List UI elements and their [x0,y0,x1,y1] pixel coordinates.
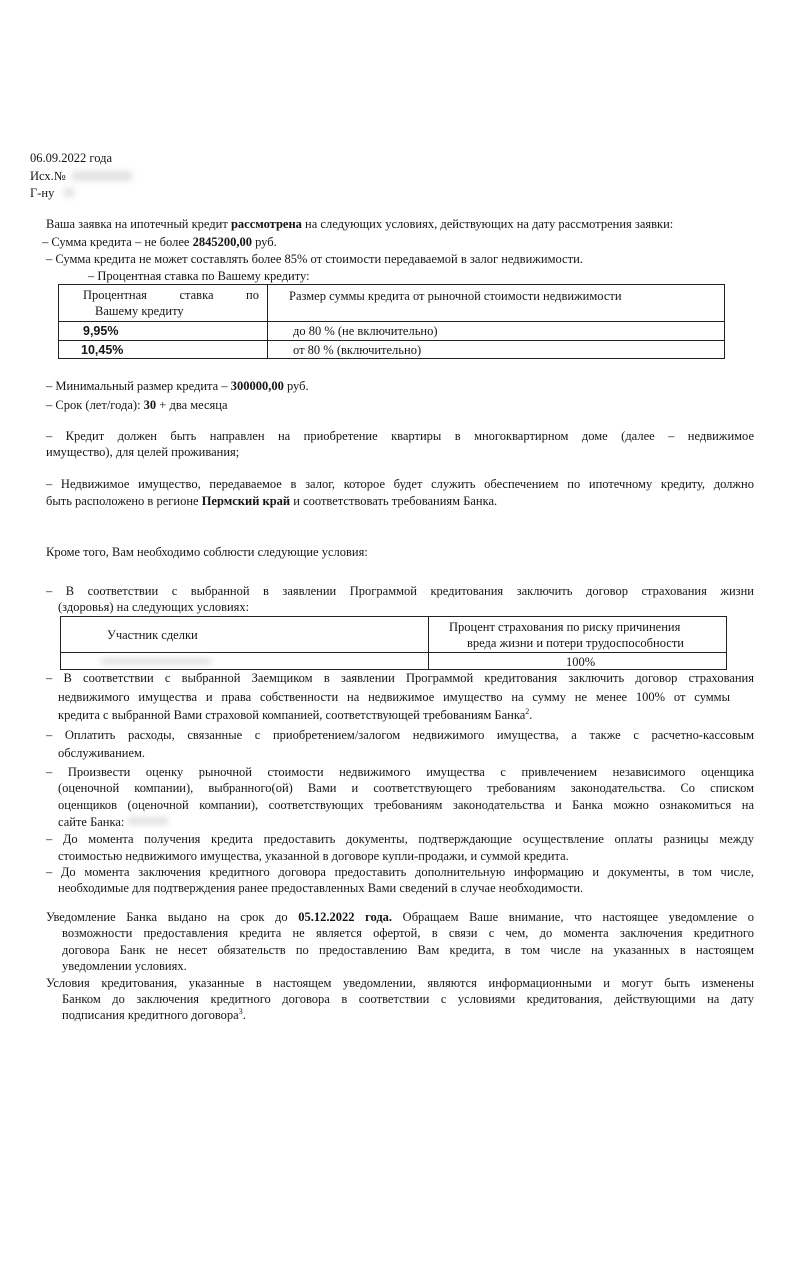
purpose-line1: – Кредит должен быть направлен на приобретение квартиры в многоквартирном доме (далее – недвижимое [46,429,754,443]
rate-col-header-line2: Вашему кредиту [95,304,184,318]
valuation-line4: сайте Банка: [58,815,125,829]
insurance-table [60,616,727,670]
life-insurance-line1: – В соответствии с выбранной в заявлении Программой кредитования заключить договор страхования жизни [46,584,754,598]
property-insurance-line3: кредита с выбранной Вами страховой компанией, соответствующей требованиям Банка$^2$. [58,706,533,722]
participant-col-header: Участник сделки [107,628,198,642]
share-col-header: Размер суммы кредита от рыночной стоимости недвижимости [289,289,622,303]
letter-date: 06.09.2022 года [30,151,112,165]
notice-line3: договора Банк не несет обязательств по предоставлению Вам кредита, в том числе на указанных в настоящем [62,943,754,957]
valuation-line3: оценщиков (оценочной компании), соответствующих требованиям законодательства и Банка можно ознакомиться на [58,798,754,812]
ltv-limit: – Сумма кредита не может составлять более 85% от стоимости передаваемой в залог недвижимости. [46,252,583,266]
expenses-line2: обслуживанием. [58,746,146,760]
application-status: рассмотрена [230,217,302,231]
intro-text: Ваша заявка на ипотечный кредит рассмотрена на следующих условиях, действующих на дату рассмотрения заявки: [46,217,674,231]
extra-info-line1: – До момента заключения кредитного договора предоставить дополнительную информацию и документы, в том числе, [46,865,754,879]
terms-note-line3: подписания кредитного договора$^3$. [62,1006,246,1022]
life-insurance-line2: (здоровья) на следующих условиях: [58,600,250,614]
outgoing-number-label: Исх.№ [30,169,66,183]
min-loan-value: 300000,00 [230,379,284,393]
condition-cell: до 80 % (не включительно) [293,324,438,338]
property-insurance-line2: недвижимого имущества и права собственности на недвижимое имущество на сумму не менее 100% от суммы [58,690,730,704]
notice-line4: уведомлении условиях. [62,959,187,973]
property-line2: быть расположено в регионе Пермский край и соответствовать требованиям Банка. [46,494,498,508]
rate-table [58,284,725,359]
valuation-line1: – Произвести оценку рыночной стоимости недвижимого имущества с привлечением независимого оценщика [46,765,754,779]
additional-heading: Кроме того, Вам необходимо соблюсти следующие условия: [46,545,368,559]
terms-note-line1: Условия кредитования, указанные в настоящем уведомлении, являются информационными и могут быть изменены [46,976,754,990]
terms-note-line2: Банком до заключения кредитного договора в соответствии с условиями кредитования, действующими на дату [62,992,754,1006]
valuation-line2: (оценочной компании), выбранного(ой) Вами и соответствующего требованиям законодательства. Со списком [58,781,754,795]
condition-cell: от 80 % (включительно) [293,343,422,357]
rate-col-header-line1: Процентная ставка по [83,288,259,302]
notice-line2: возможности предоставления кредита не является офертой, в связи с чем, до момента заключения кредитного [62,926,754,940]
loan-amount-value: 2845200,00 [192,235,252,249]
documents-line2: стоимостью недвижимого имущества, указанной в договоре купли-продажи, и суммой кредита. [58,849,569,863]
rate-cell: 10,45% [81,343,124,357]
property-region: Пермский край [201,494,291,508]
notice-line1: Уведомление Банка выдано на срок до 05.12.2022 года. Обращаем Ваше внимание, что настоящее уведомление о [46,910,754,924]
insurance-col-header-line2: вреда жизни и потери трудоспособности [467,636,684,650]
redacted-number [72,171,132,181]
insurance-percent-cell: 100% [566,655,596,669]
notice-valid-until: 05.12.2022 года. [298,910,393,924]
min-loan: – Минимальный размер кредита – 300000,00 руб. [46,379,309,393]
addressee-label: Г-ну [30,186,55,200]
property-insurance-line1: – В соответствии с выбранной Заемщиком в заявлении Программой кредитования заключить договор страхования [46,671,754,685]
expenses-line1: – Оплатить расходы, связанные с приобретением/залогом недвижимого имущества, а также с расчетно-кассовым [46,728,754,742]
redacted-bank-website [128,817,168,825]
rate-cell: 9,95% [83,324,119,338]
documents-line1: – До момента получения кредита предоставить документы, подтверждающие осуществление оплаты разницы между [46,832,754,846]
extra-info-line2: необходимые для подтверждения ранее предоставленных Вами сведений в случае необходимости. [58,881,584,895]
insurance-col-header-line1: Процент страхования по риску причинения [449,620,681,634]
property-line1: – Недвижимое имущество, передаваемое в залог, которое будет служить обеспечением по ипотечному кредиту, должно [46,477,754,491]
loan-amount: – Сумма кредита – не более 2845200,00 руб. [42,235,277,249]
loan-term: – Срок (лет/года): 30 + два месяца [46,398,228,412]
rate-heading: – Процентная ставка по Вашему кредиту: [88,269,310,283]
purpose-line2: имущество), для целей проживания; [46,445,240,459]
loan-term-years: 30 [143,398,157,412]
redacted-addressee [64,188,74,197]
redacted-participant [101,658,211,665]
